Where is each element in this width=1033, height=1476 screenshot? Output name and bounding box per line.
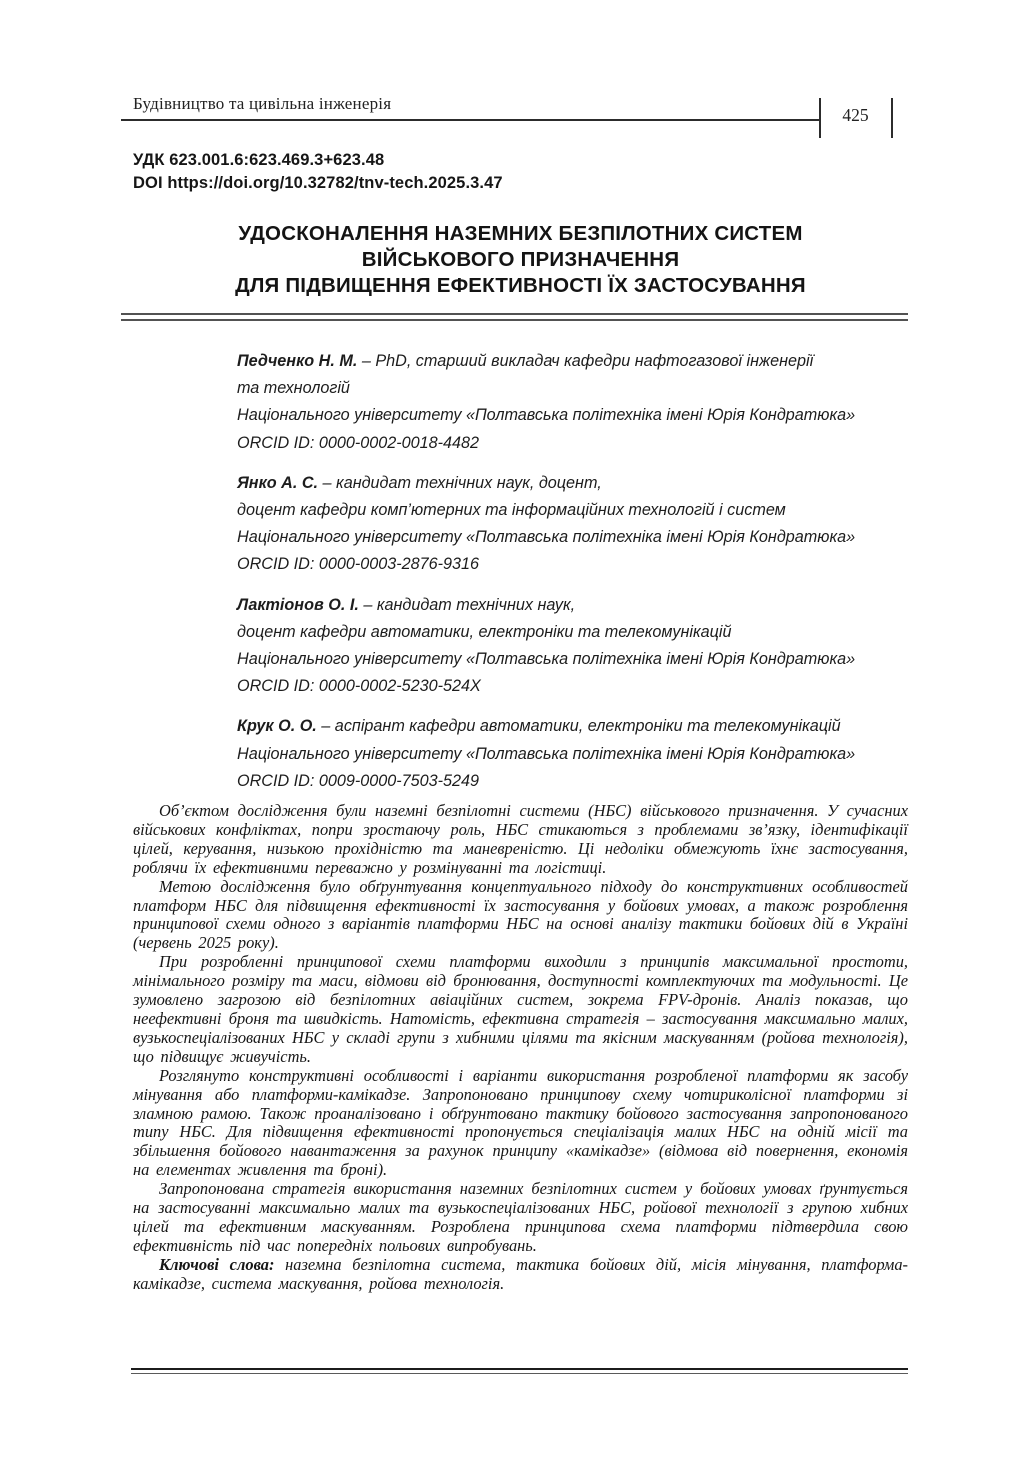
article-title-line: УДОСКОНАЛЕННЯ НАЗЕМНИХ БЕЗПІЛОТНИХ СИСТЕМ: [238, 222, 803, 245]
author-degree: – PhD, старший викладач кафедри нафтогазової інженерії: [357, 352, 814, 370]
author-name: Крук О. О.: [237, 717, 317, 736]
author-name: Педченко Н. М.: [237, 352, 358, 370]
author-affiliation: Національного університету «Полтавська політехніка імені Юрія Кондратюка»: [237, 744, 856, 763]
header-rule: [121, 119, 820, 121]
abstract-paragraph-conclusion: Запропонована стратегія використання наземних безпілотних систем у бойових умовах ґрунтується на застосуванні максимально малих та вузькоспеціалізованих НБС, ройової технології з групою хибних цілей та ефективним маскуванням. Розроблена принципова схема платформи підтвердила свою ефективність під час попередніх польових випробувань.: [133, 1179, 908, 1255]
author-block: [237, 713, 908, 795]
author-affiliation: Національного університету «Полтавська політехніка імені Юрія Кондратюка»: [237, 528, 856, 547]
author-block: [237, 470, 908, 579]
author-line: доцент кафедри автоматики, електроніки та телекомунікацій: [237, 622, 732, 641]
author-degree: – аспірант кафедри автоматики, електроніки та телекомунікацій: [316, 717, 841, 736]
article-title: [133, 221, 908, 298]
abstract-paragraph-aim: Метою дослідження було обґрунтування концептуального підходу до конструктивних особливостей платформ НБС для підвищення ефективності їх застосування у бойових умовах, а також розроблення принципової схеми одного з варіантів платформи НБС на основі аналізу тактики бойових дій в Україні (червень 2025 року).: [133, 876, 908, 953]
author-line: доцент кафедри комп’ютерних та інформаційних технологій і систем: [237, 501, 786, 520]
author-orcid: ORCID ID: 0000-0003-2876-9316: [237, 555, 480, 574]
abstract-paragraph-results: Розглянуто конструктивні особливості і варіанти використання розробленої платформи як засобу мінування або платформи-камікадзе. Запропоновано принципову схему чотириколісної платформи зі зламною рамою. Також проаналізовано і обґрунтовано тактику бойового застосування запропонованого типу НБС. Для підвищення ефективності пропонується спеціалізація малих НБС на одній місії та збільшення бойового навантаження за рахунок принципу «камікадзе» (відмова від повернення, економія на елементах живлення та броні).: [133, 1065, 908, 1180]
author-degree: – кандидат технічних наук,: [358, 595, 576, 614]
page-number-divider-right: [891, 98, 893, 138]
article-title-line: ВІЙСЬКОВОГО ПРИЗНАЧЕННЯ: [361, 247, 680, 271]
author-affiliation: Національного університету «Полтавська політехніка імені Юрія Кондратюка»: [237, 650, 856, 669]
abstract-section: [133, 802, 908, 1294]
page-number: 425: [842, 105, 869, 125]
udc-line: УДК 623.001.6:623.469.3+623.48: [133, 151, 385, 169]
author-line: [237, 713, 908, 740]
footer-rule: [131, 1368, 908, 1374]
keywords-label: Ключові слова:: [159, 1254, 275, 1274]
author-orcid: ORCID ID: 0000-0002-0018-4482: [237, 433, 480, 452]
abstract-paragraph-object: Об’єктом дослідження були наземні безпілотні системи (НБС) військового призначення. У сучасних військових конфліктах, попри зростаючу роль, НБС стикаються з проблемами зв’язку, ідентифікації цілей, керування, низькою прохідністю та маневреністю. Ці недоліки обмежують їхнє застосування, роблячи їх ефективними переважно у розмінуванні та логістиці.: [133, 801, 908, 877]
keywords-paragraph: [133, 1256, 908, 1294]
author-line: [237, 592, 908, 619]
author-line: та технологій: [237, 379, 350, 398]
title-separator-rule: [121, 313, 908, 321]
author-block: [237, 348, 908, 457]
keywords-text: наземна безпілотна система, тактика бойових дій, місія мінування, платформа-камікадзе, система маскування, ройова технологія.: [133, 1254, 908, 1293]
author-line: [237, 470, 908, 497]
author-line: [237, 348, 908, 375]
author-name: Янко А. С.: [237, 473, 319, 492]
author-block: [237, 592, 908, 701]
author-name: Лактіонов О. І.: [237, 595, 359, 614]
article-title-line: ДЛЯ ПІДВИЩЕННЯ ЕФЕКТИВНОСТІ ЇХ ЗАСТОСУВАННЯ: [235, 273, 806, 297]
author-degree: – кандидат технічних наук, доцент,: [318, 473, 602, 492]
author-orcid: ORCID ID: 0000-0002-5230-524X: [237, 677, 481, 696]
article-meta: [133, 149, 503, 195]
doi-line: DOI https://doi.org/10.32782/tnv-tech.2025.3.47: [133, 174, 503, 192]
abstract-paragraph-method: При розробленні принципової схеми платформи виходили з принципів максимальної простоти, мінімального розміру та маси, відмови від бронювання, доступності комплектуючих та модульності. Це зумовлено загрозою від безпілотних авіаційних систем, зокрема FPV-дронів. Аналіз показав, що неефективні броня та швидкість. Натомість, ефективна стратегія – застосування максимально малих, вузькоспеціалізованих НБС у складі групи з хибними цілями та якісним маскуванням (ройова технологія), що підвищує живучість.: [133, 952, 908, 1066]
author-affiliation: Національного університету «Полтавська політехніка імені Юрія Кондратюка»: [237, 406, 856, 425]
authors-section: [237, 348, 908, 808]
author-orcid: ORCID ID: 0009-0000-7503-5249: [237, 771, 480, 790]
running-title: Будівництво та цивільна інженерія: [133, 94, 392, 113]
